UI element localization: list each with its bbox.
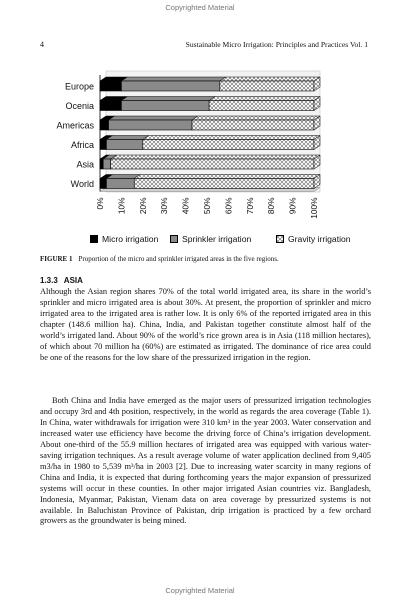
bar-africa-sprinkler — [106, 140, 142, 150]
category-label-world: World — [70, 179, 94, 189]
bar-europe-sprinkler-top — [121, 77, 225, 81]
category-label-africa: Africa — [70, 140, 94, 150]
bar-europe-gravity-top — [220, 77, 320, 81]
bar-europe-gravity — [220, 81, 314, 91]
x-tick-label: 10% — [116, 197, 127, 215]
bar-ocenia-gravity-top — [209, 97, 320, 101]
bar-americas-gravity-top — [192, 116, 320, 120]
bar-africa-sprinkler-top — [106, 136, 148, 140]
body-paragraph: Both China and India have emerged as the major users of pressurized irrigation technologies and occupy 3rd and 4th position, respectively, in the world as regards the area coverage (Table 1). In China, water withdrawals for irrigation were 310 km³ in the year 2003. Water conservation and increased water use efficiency have become the driving force of China’s irrigation development. About one-third of the 55.9 million hectares of irrigated area was equipped with various water-saving irrigation techniques. As a result average volume of water application declined from 9,405 m3/ha in 1980 to 5,539 m³/ha in 2003 [2]. Due to increasing water scarcity in many regions of China and India, it is expected that during forthcoming years the major expansion of pressurized systems will occur in these counties. In other major irrigated Asian countries viz. Bangladesh, Indonesia, Myanmar, Pakistan, Vienam data on area coverage by pressurized systems is not available. In Baluchistan Province of Pakistan, drip irrigation is practiced by a few orchard growers as the groundwater is being mined. — [40, 396, 371, 526]
x-tick-label: 100% — [309, 197, 319, 219]
bar-ocenia-micro — [100, 101, 121, 111]
x-tick-label: 30% — [159, 197, 170, 215]
bar-africa-micro — [100, 140, 106, 150]
bar-ocenia-sprinkler-top — [121, 97, 215, 101]
bar-asia-gravity — [111, 159, 314, 169]
x-tick-label: 70% — [244, 197, 255, 215]
legend-item-sprinkler — [170, 234, 251, 244]
legend-swatch-sprinkler — [170, 235, 178, 243]
bar-ocenia-sprinkler — [121, 101, 209, 111]
legend-swatch-micro — [90, 235, 98, 243]
section-heading — [40, 276, 83, 285]
bar-world-gravity-top — [134, 175, 320, 179]
legend-swatch-gravity — [276, 235, 284, 243]
category-label-americas: Americas — [56, 120, 94, 131]
x-tick-label: 90% — [287, 197, 298, 215]
watermark-bottom: Copyrighted Material — [165, 586, 235, 595]
bar-asia-micro — [100, 159, 103, 169]
x-tick-label: 40% — [180, 197, 191, 215]
bar-world-micro — [100, 179, 106, 189]
legend-item-micro — [90, 234, 158, 244]
category-label-asia: Asia — [76, 159, 94, 170]
x-tick-label: 20% — [137, 197, 148, 215]
x-tick-label: 80% — [266, 197, 277, 215]
bar-world-sprinkler — [106, 179, 134, 189]
bar-asia-gravity-top — [111, 155, 320, 159]
stacked-bar-chart — [0, 60, 400, 235]
bar-europe-micro — [100, 81, 121, 91]
running-header: Sustainable Micro Irrigation: Principles and Practices Vol. 1 — [185, 40, 368, 49]
bar-ocenia-gravity — [209, 101, 314, 111]
bar-americas-sprinkler-top — [109, 116, 198, 120]
bar-africa-gravity — [143, 140, 314, 150]
category-label-europe: Europe — [64, 81, 94, 92]
x-tick-label: 50% — [202, 197, 212, 215]
x-tick-label: 0% — [95, 197, 105, 210]
bar-asia-sprinkler — [103, 159, 110, 169]
legend-label-gravity: Gravity irrigation — [288, 234, 351, 244]
chart-legend — [90, 234, 390, 248]
bar-world-gravity — [134, 179, 314, 189]
legend-label-micro: Micro irrigation — [102, 234, 159, 244]
x-tick-label: 60% — [223, 197, 234, 215]
bar-africa-gravity-top — [143, 136, 320, 140]
bar-americas-micro — [100, 120, 109, 130]
section-title: ASIA — [63, 276, 83, 285]
bar-americas-gravity — [192, 120, 314, 130]
figure-label: FIGURE 1 — [40, 255, 73, 263]
bar-europe-sprinkler — [121, 81, 219, 91]
section-number: 1.3.3 — [40, 276, 58, 285]
legend-label-sprinkler: Sprinkler irrigation — [182, 234, 252, 244]
figure-caption — [40, 255, 370, 263]
bar-americas-sprinkler — [109, 120, 192, 130]
figure-caption-text: Proportion of the micro and sprinkler irrigated areas in the five regions. — [78, 255, 279, 263]
watermark-top: Copyrighted Material — [165, 3, 235, 12]
page-number: 4 — [40, 40, 44, 49]
legend-item-gravity — [276, 234, 351, 244]
body-paragraph: Although the Asian region shares 70% of the total world irrigated area, its share in the world’s sprinkler and micro irrigated area is about 30%. At present, the proportion of sprinkler and micro irrigated area to the irrigated area is rather low. It is only 6% of the reported irrigated area in this chapter (148.6 million ha). China, India, and Pakistan together constitute almost half of the world’s irrigated land. About 90% of the world’s rice grown area is in Asia (118 million hectares), of which about 70 million ha (60%) are estimated as irrigated. The dominance of rice area could be one of the reasons for the low share of the pressurized irrigation in the region. — [40, 287, 371, 362]
category-label-ocenia: Ocenia — [65, 101, 94, 111]
